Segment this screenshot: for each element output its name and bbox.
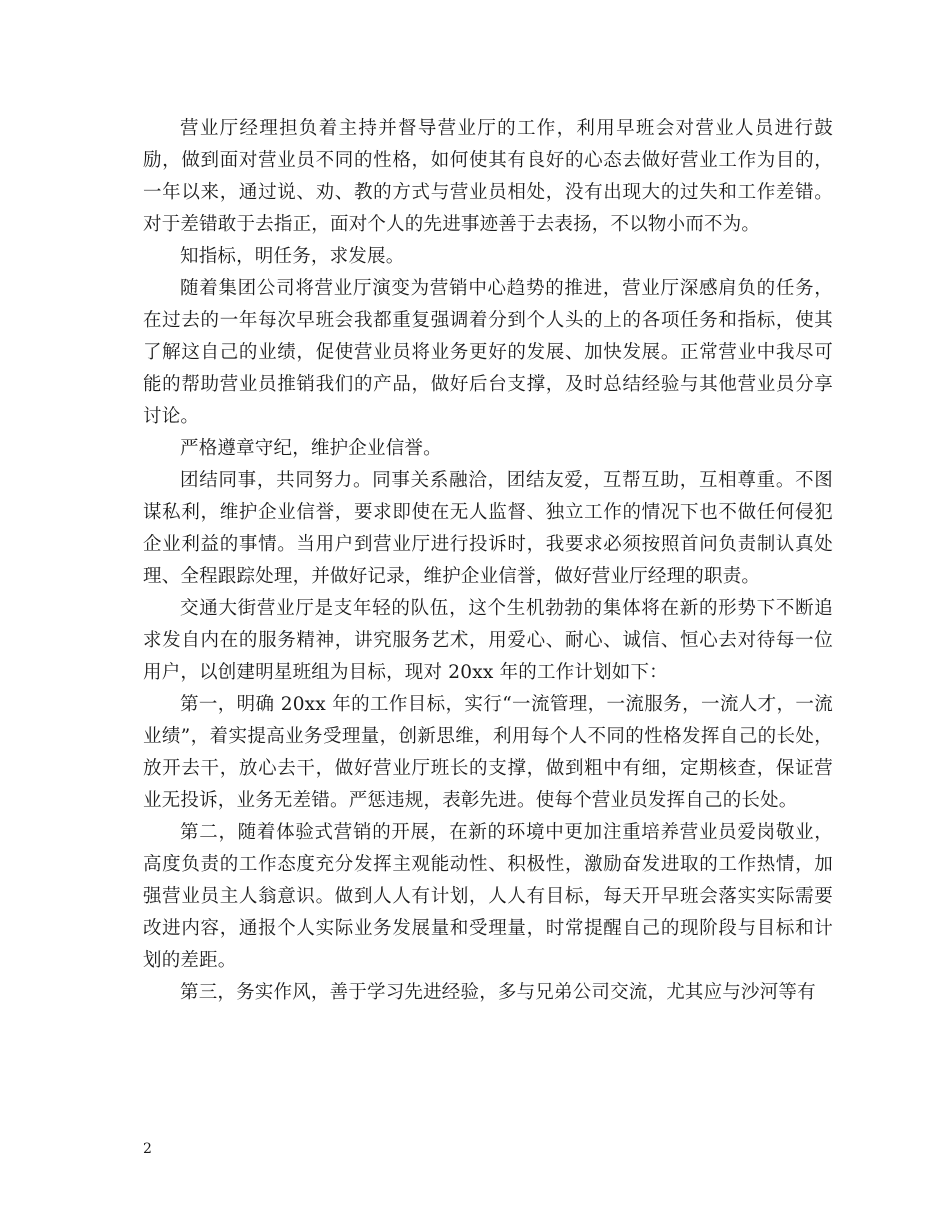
paragraph-8: 第二，随着体验式营销的开展，在新的环境中更加注重培养营业员爱岗敬业，高度负责的工作态度充分发挥主观能动性、积极性，激励奋发进取的工作热情，加强营业员主人翁意识。做到人人有计划，人人有目标，每天开早班会落实实际需要改进内容，通报个人实际业务发展量和受理量，时常提醒自己的现阶段与目标和计划的差距。 [143,822,833,971]
paragraph-7: 第一，明确 20xx 年的工作目标，实行“一流管理，一流服务，一流人才，一流业绩”，着实提高业务受理量，创新思维，利用每个人不同的性格发挥自己的长处，放开去干，放心去干，做好营业厅班长的支撑，做到粗中有细，定期核查，保证营业无投诉，业务无差错。严惩违规，表彰先进。使每个营业员发挥自己的长处。 [143,694,833,811]
paragraph-6: 交通大街营业厅是支年轻的队伍，这个生机勃勃的集体将在新的形势下不断追求发自内在的服务精神，讲究服务艺术，用爱心、耐心、诚信、恒心去对待每一位用户，以创建明星班组为目标，现对 20xx 年的工作计划如下： [143,598,833,683]
page-number: 2 [143,1141,152,1157]
document-body [143,113,833,1009]
paragraph-1: 营业厅经理担负着主持并督导营业厅的工作，利用早班会对营业人员进行鼓励，做到面对营业员不同的性格，如何使其有良好的心态去做好营业工作为目的，一年以来，通过说、劝、教的方式与营业员相处，没有出现大的过失和工作差错。对于差错敢于去指正，面对个人的先进事迹善于去表扬，不以物小而不为。 [143,118,833,235]
paragraph-3: 随着集团公司将营业厅演变为营销中心趋势的推进，营业厅深感肩负的任务，在过去的一年每次早班会我都重复强调着分到个人头的上的各项任务和指标，使其了解这自己的业绩，促使营业员将业务更好的发展、加快发展。正常营业中我尽可能的帮助营业员推销我们的产品，做好后台支撑，及时总结经验与其他营业员分享讨论。 [143,278,833,427]
paragraph-2: 知指标，明任务，求发展。 [180,246,405,267]
paragraph-9: 第三，务实作风，善于学习先进经验，多与兄弟公司交流，尤其应与沙河等有 [180,982,816,1003]
paragraph-5: 团结同事，共同努力。同事关系融洽，团结友爱，互帮互助，互相尊重。不图谋私利，维护企业信誉，要求即使在无人监督、独立工作的情况下也不做任何侵犯企业利益的事情。当用户到营业厅进行投诉时，我要求必须按照首问负责制认真处理、全程跟踪处理，并做好记录，维护企业信誉，做好营业厅经理的职责。 [143,470,833,587]
paragraph-4: 严格遵章守纪，维护企业信誉。 [180,438,442,459]
